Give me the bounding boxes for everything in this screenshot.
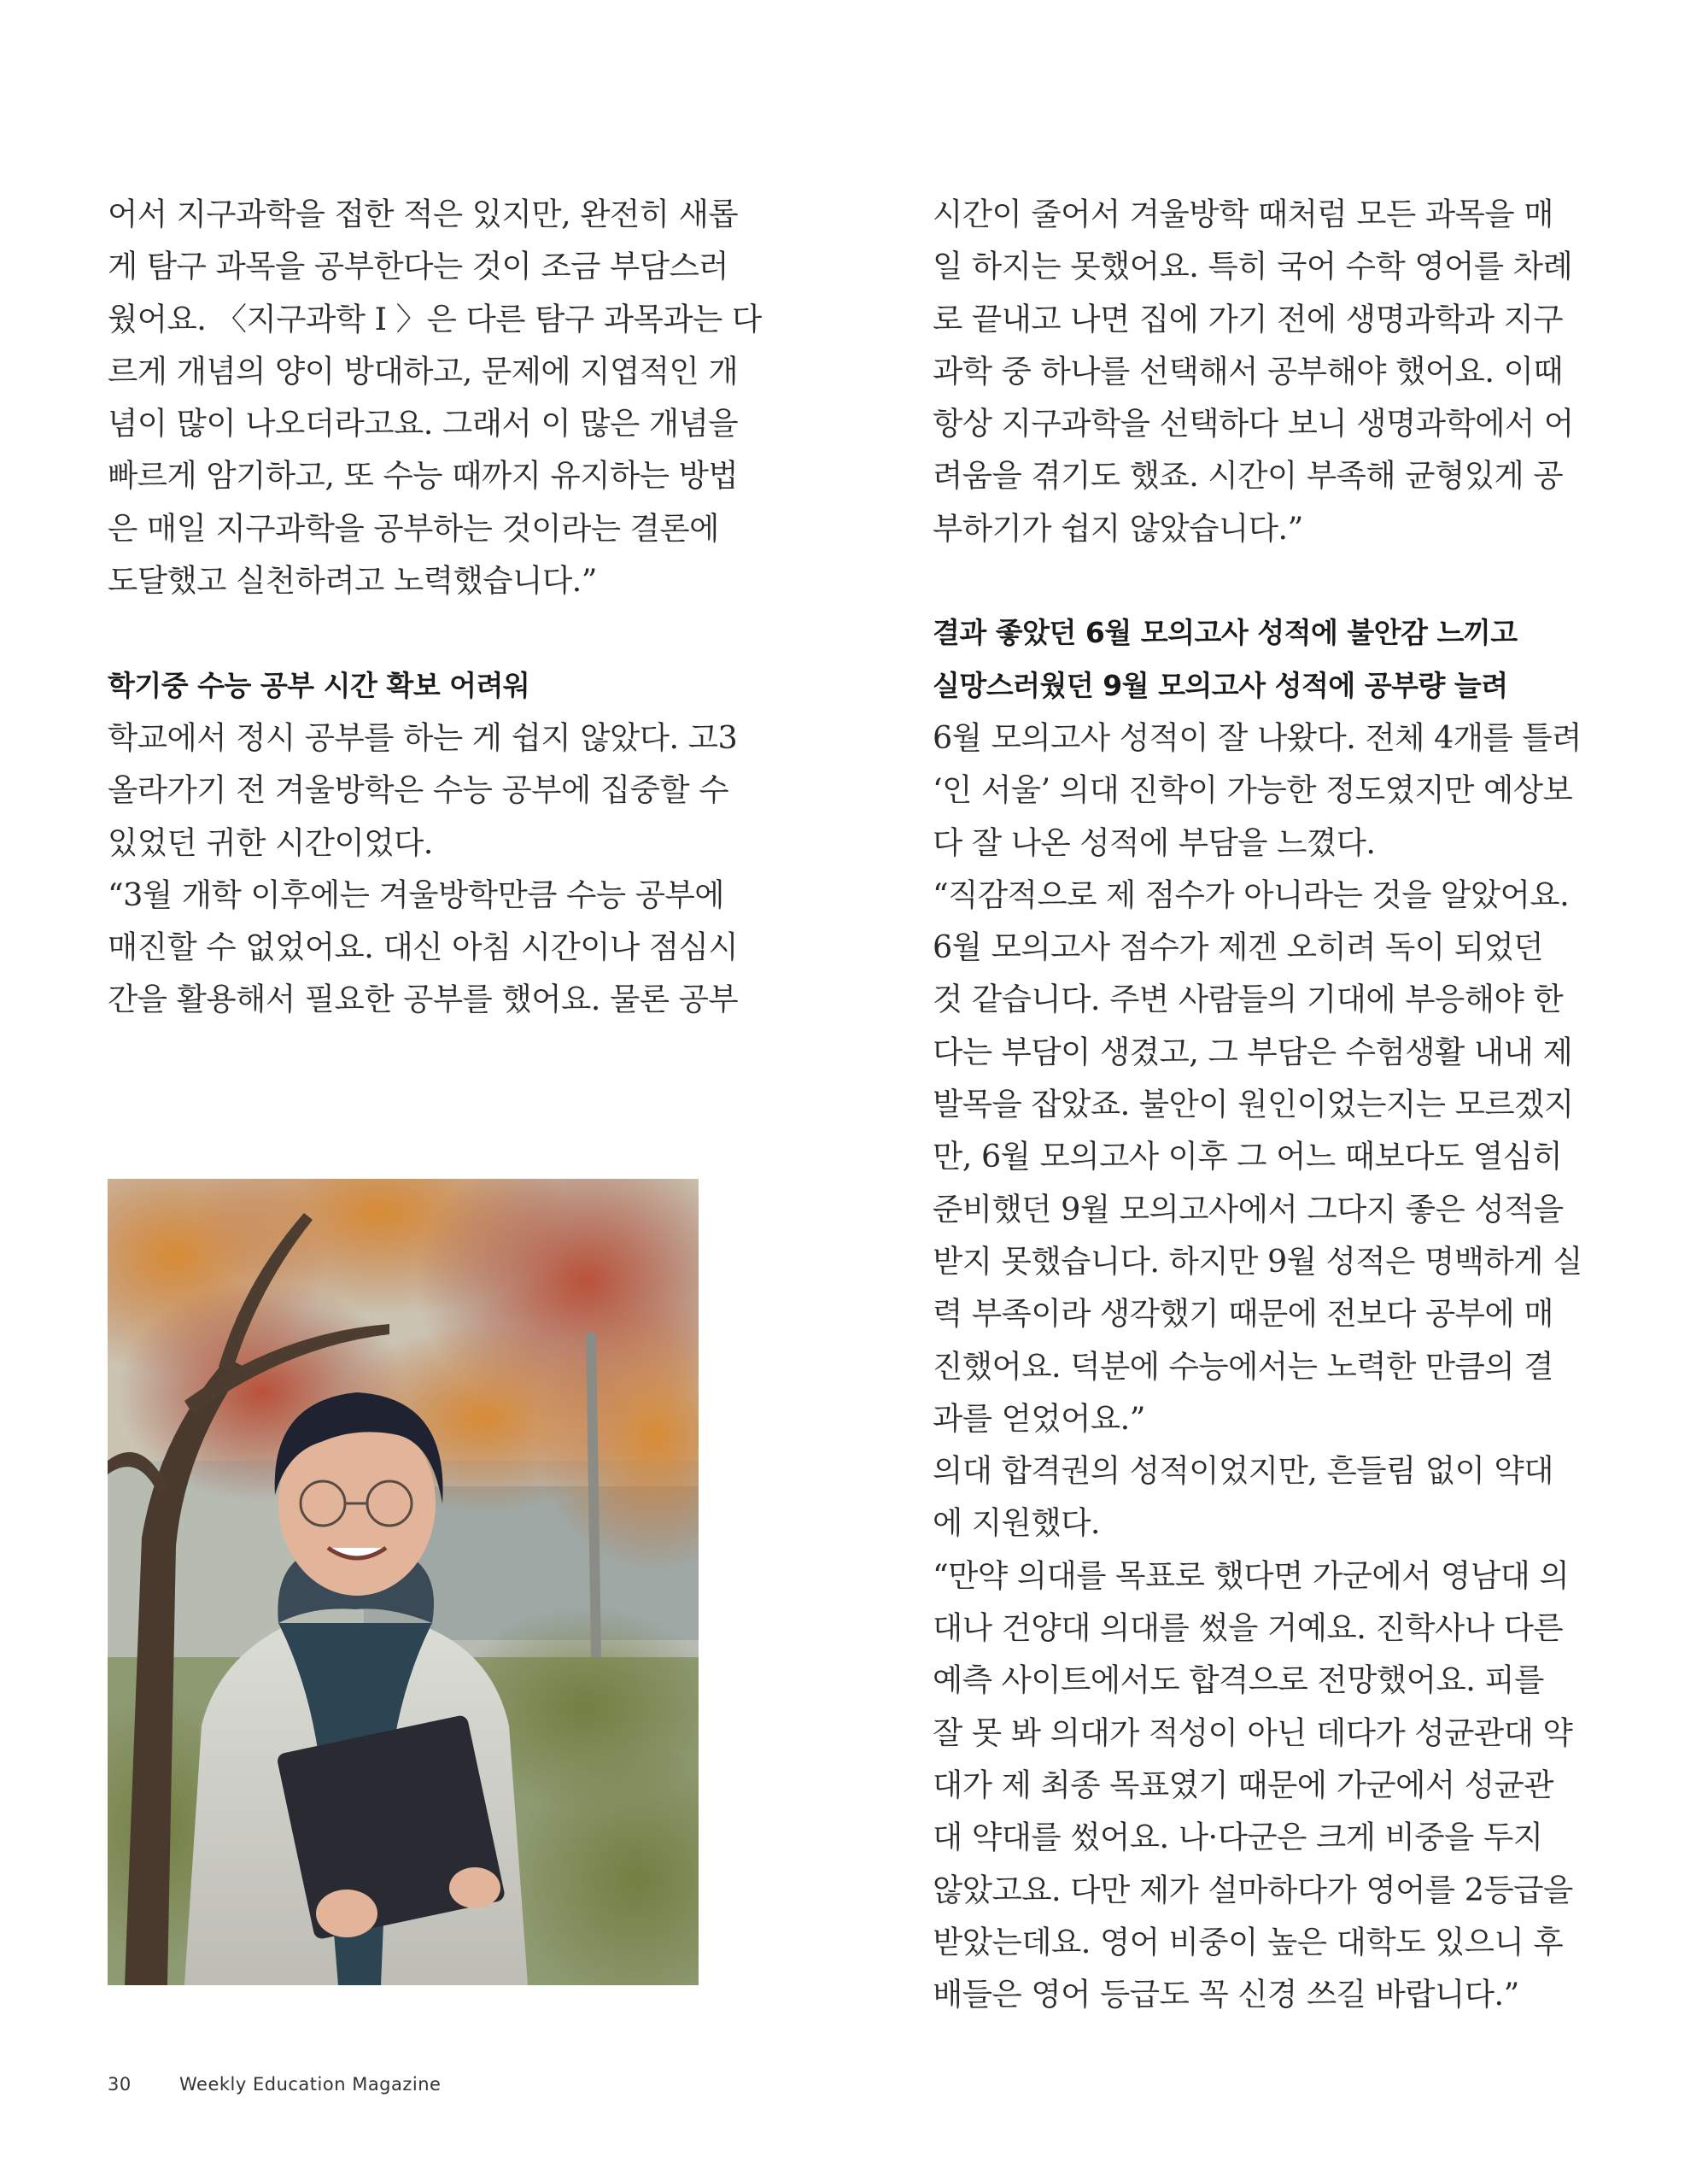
text-line: 올라가기 전 겨울방학은 수능 공부에 집중할 수 bbox=[108, 771, 729, 809]
text-line: 않았고요. 다만 제가 설마하다가 영어를 2등급을 bbox=[933, 1871, 1573, 1908]
text-line: 려움을 겪기도 했죠. 시간이 부족해 균형있게 공 bbox=[933, 457, 1564, 495]
text-line: 배들은 영어 등급도 꼭 신경 쓰길 바랍니다.” bbox=[933, 1976, 1519, 2013]
text-line: 6월 모의고사 점수가 제겐 오히려 독이 되었던 bbox=[933, 929, 1543, 966]
text-line: 일 하지는 못했어요. 특히 국어 수학 영어를 차례 bbox=[933, 248, 1573, 285]
text-line: 력 부족이라 생각했기 때문에 전보다 공부에 매 bbox=[933, 1295, 1554, 1333]
text-line: 6월 모의고사 성적이 잘 나왔다. 전체 4개를 틀려 bbox=[933, 718, 1582, 756]
text-line: 르게 개념의 양이 방대하고, 문제에 지엽적인 개 bbox=[108, 352, 739, 390]
text-line: 항상 지구과학을 선택하다 보니 생명과학에서 어 bbox=[933, 405, 1574, 442]
page-footer bbox=[108, 2074, 441, 2095]
text-line: 웠어요. 〈지구과학 I 〉은 다른 탐구 과목과는 다 bbox=[108, 300, 762, 337]
text-line: 어서 지구과학을 접한 적은 있지만, 완전히 새롭 bbox=[108, 196, 739, 232]
text-line: 있었던 귀한 시간이었다. bbox=[108, 823, 433, 861]
text-line: 것 같습니다. 주변 사람들의 기대에 부응해야 한 bbox=[933, 981, 1564, 1018]
section-heading-study-time: 학기중 수능 공부 시간 확보 어려워 bbox=[108, 668, 530, 702]
page-number: 30 bbox=[108, 2074, 132, 2095]
text-line: 다는 부담이 생겼고, 그 부담은 수험생활 내내 제 bbox=[933, 1033, 1573, 1070]
publication-name: Weekly Education Magazine bbox=[179, 2074, 442, 2095]
left-paragraph-2 bbox=[108, 712, 738, 869]
text-line: 도달했고 실천하려고 노력했습니다.” bbox=[108, 562, 597, 600]
right-paragraph-3 bbox=[933, 869, 1582, 1444]
text-line: ‘인 서울’ 의대 진학이 가능한 정도였지만 예상보 bbox=[933, 771, 1573, 809]
text-line: 진했어요. 덕분에 수능에서는 노력한 만큼의 결 bbox=[933, 1347, 1554, 1385]
left-paragraph-1 bbox=[108, 188, 762, 606]
text-line: 준비했던 9월 모의고사에서 그다지 좋은 성적을 bbox=[933, 1190, 1564, 1228]
text-line: 간을 활용해서 필요한 공부를 했어요. 물론 공부 bbox=[108, 981, 739, 1018]
text-line: 예측 사이트에서도 합격으로 전망했어요. 피를 bbox=[933, 1661, 1544, 1699]
student-photo bbox=[108, 1179, 699, 1985]
text-line: 부하기가 쉽지 않았습니다.” bbox=[933, 509, 1303, 547]
text-line: “만약 의대를 목표로 했다면 가군에서 영남대 의 bbox=[933, 1556, 1570, 1594]
right-paragraph-5 bbox=[933, 1550, 1573, 2021]
right-paragraph-4 bbox=[933, 1444, 1554, 1550]
right-paragraph-2 bbox=[933, 712, 1582, 869]
text-line: 은 매일 지구과학을 공부하는 것이라는 결론에 bbox=[108, 509, 719, 547]
text-line: 과를 얻었어요.” bbox=[933, 1399, 1145, 1437]
student-portrait-illustration bbox=[108, 1179, 699, 1985]
right-column bbox=[933, 188, 1582, 2020]
text-line: 념이 많이 나오더라고요. 그래서 이 많은 개념을 bbox=[108, 405, 739, 442]
text-line: 만, 6월 모의고사 이후 그 어느 때보다도 열심히 bbox=[933, 1138, 1563, 1175]
text-line: “직감적으로 제 점수가 아니라는 것을 알았어요. bbox=[933, 876, 1570, 913]
text-line: 대나 건양대 의대를 썼을 거예요. 진학사나 다른 bbox=[933, 1609, 1564, 1647]
text-line: 발목을 잡았죠. 불안이 원인이었는지는 모르겠지 bbox=[933, 1086, 1574, 1123]
text-line: 시간이 줄어서 겨울방학 때처럼 모든 과목을 매 bbox=[933, 196, 1554, 232]
text-line: 받지 못했습니다. 하지만 9월 성적은 명백하게 실 bbox=[933, 1242, 1582, 1280]
text-line: 의대 합격권의 성적이었지만, 흔들림 없이 약대 bbox=[933, 1452, 1554, 1490]
text-line: 과학 중 하나를 선택해서 공부해야 했어요. 이때 bbox=[933, 352, 1564, 390]
text-line: 에 지원했다. bbox=[933, 1504, 1100, 1542]
text-line: 잘 못 봐 의대가 적성이 아닌 데다가 성균관대 약 bbox=[933, 1714, 1573, 1751]
section-heading-mock-exam-line-2: 실망스러웠던 9월 모의고사 성적에 공부량 늘려 bbox=[933, 668, 1508, 702]
text-line: 대가 제 최종 목표였기 때문에 가군에서 성균관 bbox=[933, 1766, 1554, 1803]
right-paragraph-1 bbox=[933, 188, 1574, 554]
text-line: 받았는데요. 영어 비중이 높은 대학도 있으니 후 bbox=[933, 1923, 1564, 1960]
text-line: 로 끝내고 나면 집에 가기 전에 생명과학과 지구 bbox=[933, 300, 1564, 337]
text-line: 대 약대를 썼어요. 나·다군은 크게 비중을 두지 bbox=[933, 1819, 1543, 1856]
text-line: 학교에서 정시 공부를 하는 게 쉽지 않았다. 고3 bbox=[108, 718, 738, 756]
section-heading-mock-exam-line-1: 결과 좋았던 6월 모의고사 성적에 불안감 느끼고 bbox=[933, 616, 1518, 650]
text-line: “3월 개학 이후에는 겨울방학만큼 수능 공부에 bbox=[108, 876, 725, 913]
text-line: 다 잘 나온 성적에 부담을 느꼈다. bbox=[933, 823, 1376, 861]
left-paragraph-3 bbox=[108, 869, 739, 1026]
text-line: 빠르게 암기하고, 또 수능 때까지 유지하는 방법 bbox=[108, 457, 739, 495]
text-line: 매진할 수 없었어요. 대신 아침 시간이나 점심시 bbox=[108, 929, 739, 966]
left-column bbox=[108, 188, 762, 1026]
text-line: 게 탐구 과목을 공부한다는 것이 조금 부담스러 bbox=[108, 248, 729, 285]
